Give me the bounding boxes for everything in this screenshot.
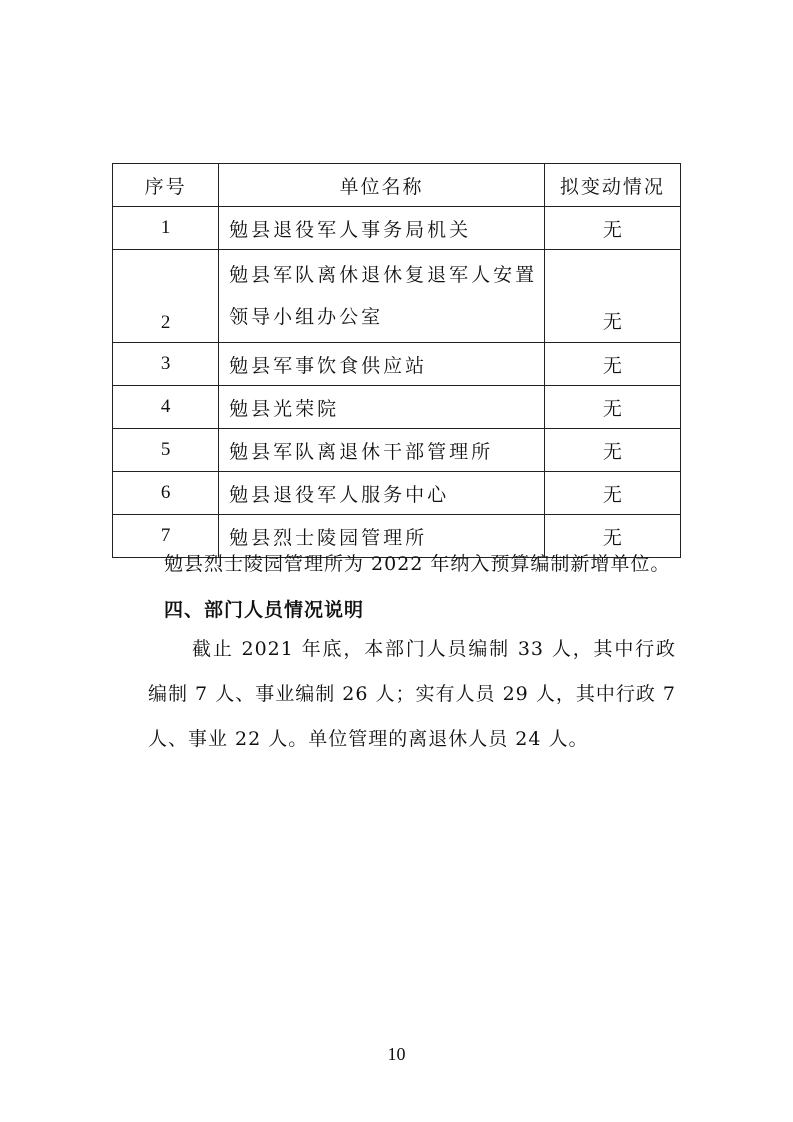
table-row — [113, 386, 681, 429]
row-status: 无 — [544, 429, 680, 472]
table-row — [113, 250, 681, 343]
row-seq: 2 — [113, 250, 219, 343]
row-status: 无 — [544, 386, 680, 429]
row-status: 无 — [544, 250, 680, 343]
page-number: 10 — [387, 1044, 406, 1064]
unit-change-table — [112, 163, 681, 558]
row-seq: 3 — [113, 343, 219, 386]
row-status: 无 — [544, 472, 680, 515]
row-unit-name: 勉县退役军人事务局机关 — [219, 207, 545, 250]
row-seq: 7 — [113, 515, 219, 558]
table-row — [113, 429, 681, 472]
row-unit-name: 勉县退役军人服务中心 — [219, 472, 545, 515]
row-status: 无 — [544, 207, 680, 250]
row-status: 无 — [544, 343, 680, 386]
staff-paragraph: 截止 2021 年底，本部门人员编制 33 人，其中行政编制 7 人、事业编制 26 人；实有人员 29 人，其中行政 7 人、事业 22 人。单位管理的离退休人员 24 人。 — [148, 638, 676, 750]
row-seq: 5 — [113, 429, 219, 472]
row-seq: 4 — [113, 386, 219, 429]
section-heading: 四、部门人员情况说明 — [164, 599, 365, 621]
header-unit-name: 单位名称 — [219, 164, 545, 207]
row-unit-name: 勉县军事饮食供应站 — [219, 343, 545, 386]
table-row — [113, 343, 681, 386]
table-row — [113, 472, 681, 515]
row-seq: 1 — [113, 207, 219, 250]
row-unit-name: 勉县光荣院 — [219, 386, 545, 429]
row-unit-name: 勉县军队离退休干部管理所 — [219, 429, 545, 472]
table-note: 勉县烈士陵园管理所为 2022 年纳入预算编制新增单位。 — [164, 553, 671, 575]
header-change-status: 拟变动情况 — [544, 164, 680, 207]
row-unit-name: 勉县烈士陵园管理所 — [219, 515, 545, 558]
table-row — [113, 207, 681, 250]
row-seq: 6 — [113, 472, 219, 515]
header-seq: 序号 — [113, 164, 219, 207]
row-unit-name: 勉县军队离休退休复退军人安置领导小组办公室 — [219, 250, 545, 343]
row-status: 无 — [544, 515, 680, 558]
table-header-row — [113, 164, 681, 207]
